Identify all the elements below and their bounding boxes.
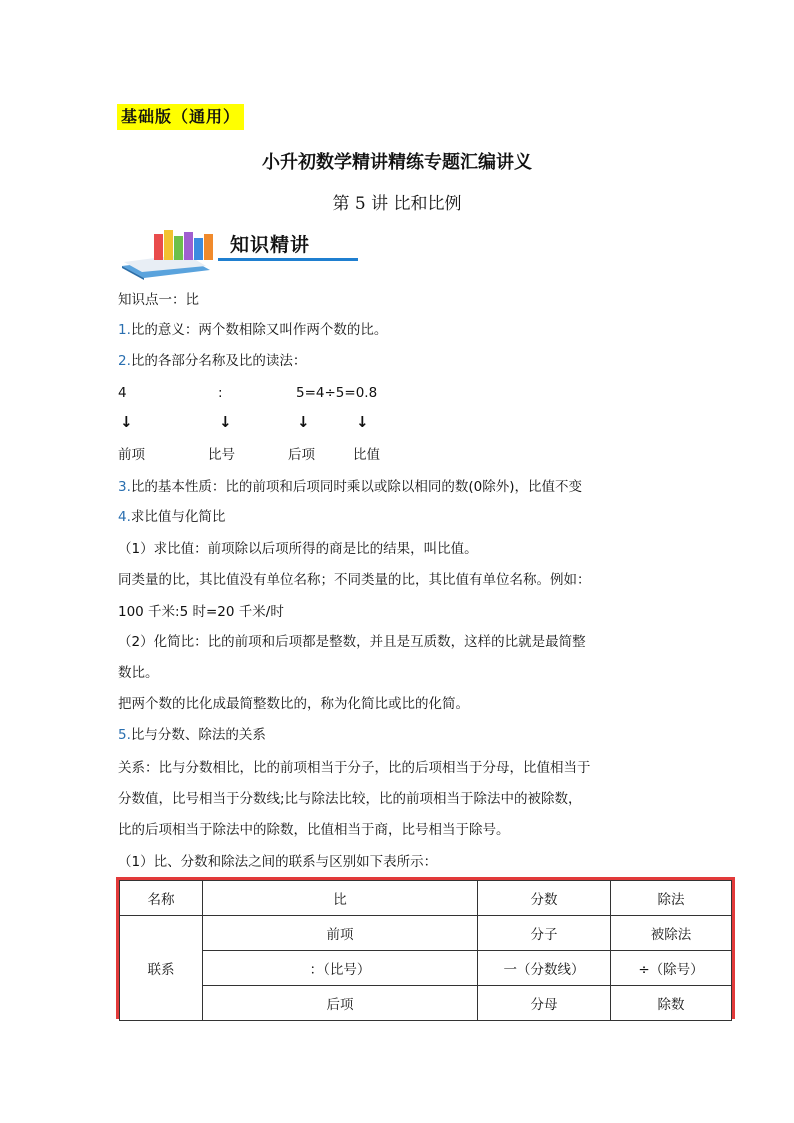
paragraph-5a-line2: 分数值，比号相当于分数线;比与除法比较，比的前项相当于除法中的被除数， — [118, 791, 582, 807]
edition-badge: 基础版（通用） — [117, 104, 244, 130]
paragraph-4a: （1）求比值：前项除以后项所得的商是比的结果，叫比值。 — [118, 541, 478, 557]
paragraph-2: 2.比的各部分名称及比的读法： — [118, 353, 307, 369]
table-cell: ÷（除号） — [611, 951, 732, 986]
knowledge-point-heading: 知识点一：比 — [118, 292, 199, 308]
arrow-down-icon: ↓ — [297, 413, 310, 431]
banner-underline — [218, 258, 358, 261]
paragraph-5a-line3: 比的后项相当于除法中的除数，比值相当于商，比号相当于除号。 — [118, 822, 510, 838]
paragraph-5b: （1）比、分数和除法之间的联系与区别如下表所示： — [118, 854, 438, 870]
ratio-colon: : — [218, 385, 223, 401]
paragraph-5a-line1: 关系：比与分数相比，比的前项相当于分子，比的后项相当于分母，比值相当于 — [118, 760, 591, 776]
arrow-down-icon: ↓ — [219, 413, 232, 431]
table-cell: ：（比号） — [203, 951, 478, 986]
table-cell: 前项 — [203, 916, 478, 951]
table-header: 分数 — [478, 881, 611, 916]
ratio-expression: 5=4÷5=0.8 — [296, 385, 378, 401]
table-row — [120, 986, 732, 1021]
table-row — [120, 916, 732, 951]
label-ratio-value: 比值 — [353, 447, 380, 463]
table-cell: 分子 — [478, 916, 611, 951]
paragraph-3: 3.比的基本性质：比的前项和后项同时乘以或除以相同的数(0除外)，比值不变 — [118, 479, 583, 495]
table-cell: 一（分数线） — [478, 951, 611, 986]
knowledge-banner — [118, 222, 348, 280]
paragraph-4e: 把两个数的比化成最简整数比的，称为化简比或比的化简。 — [118, 696, 469, 712]
table-header-row — [120, 881, 732, 916]
lecture-title: 第 5 讲 比和比例 — [332, 194, 462, 214]
table-cell: 被除法 — [611, 916, 732, 951]
table-row — [120, 951, 732, 986]
label-ratio-sign: 比号 — [208, 447, 235, 463]
comparison-table — [116, 877, 735, 1019]
arrow-down-icon: ↓ — [120, 413, 133, 431]
books-icon — [118, 222, 228, 280]
paragraph-4b: 同类量的比，其比值没有单位名称；不同类量的比，其比值有单位名称。例如： — [118, 572, 591, 588]
table-cell: 分母 — [478, 986, 611, 1021]
table-cell: 除数 — [611, 986, 732, 1021]
arrow-down-icon: ↓ — [356, 413, 369, 431]
table-header: 比 — [203, 881, 478, 916]
paragraph-1: 1.比的意义：两个数相除又叫作两个数的比。 — [118, 322, 388, 338]
table-cell: 后项 — [203, 986, 478, 1021]
table-header: 除法 — [611, 881, 732, 916]
banner-title: 知识精讲 — [230, 234, 311, 256]
label-consequent: 后项 — [288, 447, 315, 463]
paragraph-4d-line2: 数比。 — [118, 665, 159, 681]
paragraph-4c: 100 千米:5 时=20 千米/时 — [118, 604, 284, 620]
document-title: 小升初数学精讲精练专题汇编讲义 — [262, 152, 532, 173]
table-header: 名称 — [120, 881, 203, 916]
paragraph-4d-line1: （2）化简比：比的前项和后项都是整数，并且是互质数，这样的比就是最简整 — [118, 634, 586, 650]
table-group-label: 联系 — [120, 916, 203, 1021]
paragraph-5: 5.比与分数、除法的关系 — [118, 727, 266, 743]
label-antecedent: 前项 — [118, 447, 145, 463]
paragraph-4: 4.求比值与化简比 — [118, 509, 226, 525]
ratio-term-first: 4 — [118, 385, 127, 401]
